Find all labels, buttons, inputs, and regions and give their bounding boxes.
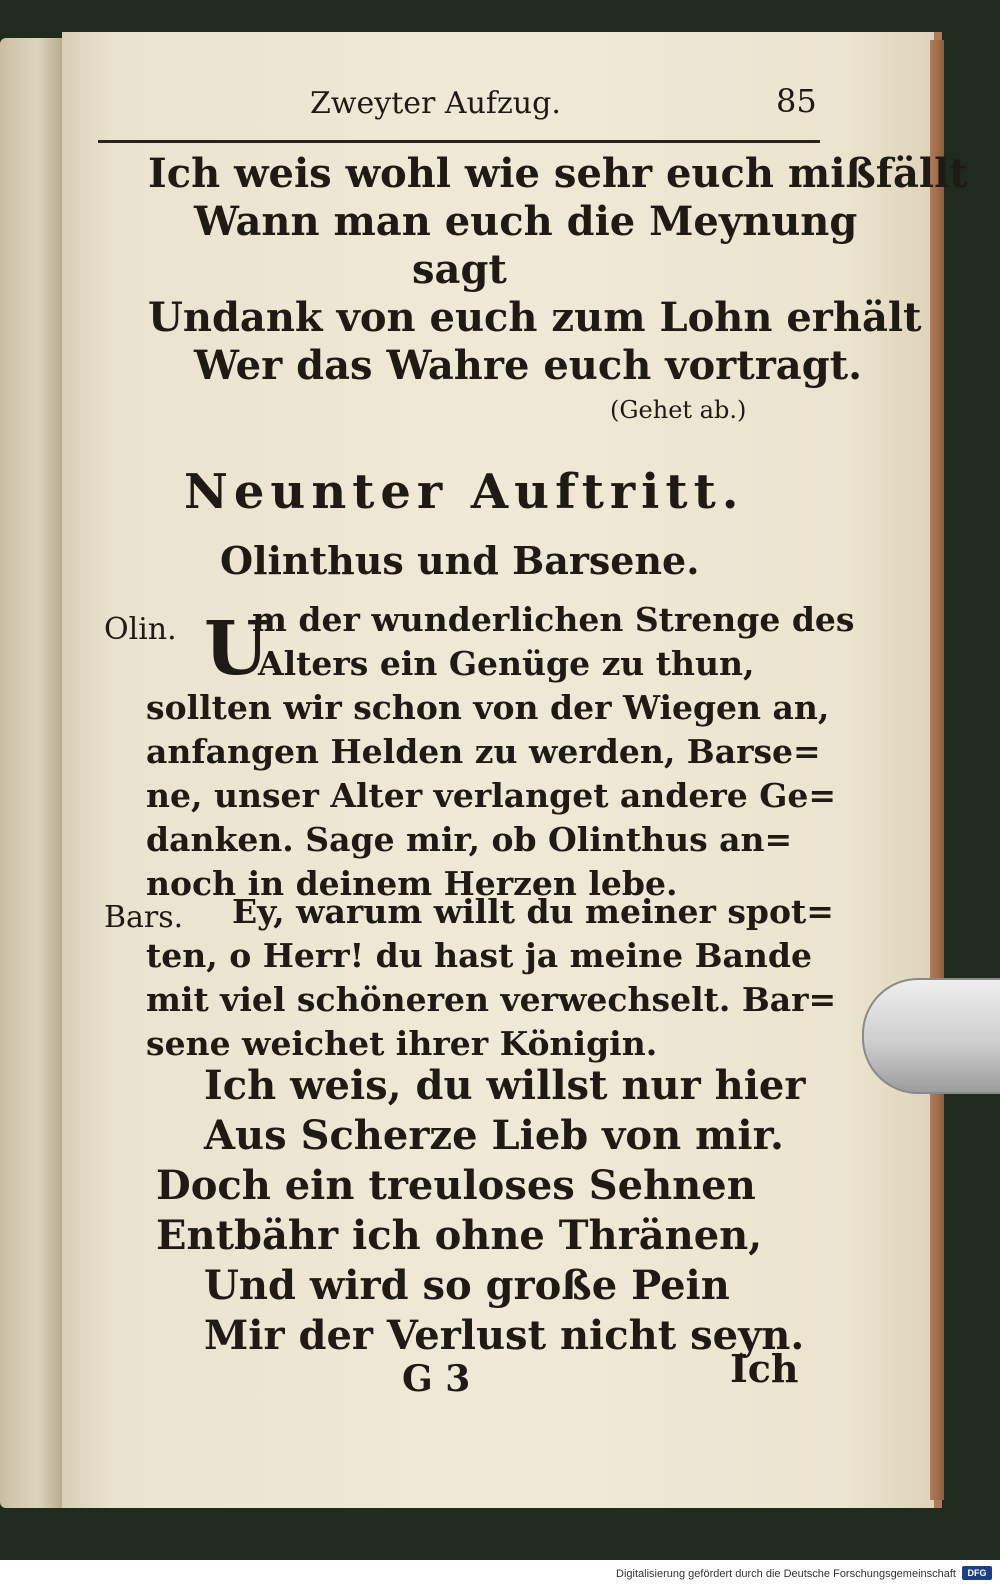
scene-heading: Neunter Auftritt. (184, 464, 745, 520)
prose-line: ne, unser Alter verlanget andere Ge= (146, 776, 837, 815)
footer-bar (0, 1560, 1000, 1588)
prose-line: sollten wir schon von der Wiegen an, (146, 688, 830, 727)
page-edge-binding (930, 40, 944, 1500)
prose-line: mit viel schöneren verwechselt. Bar= (146, 980, 837, 1019)
drop-cap: U (204, 606, 269, 692)
verse-line: Ich weis, du willst nur hier (204, 1062, 806, 1109)
prose-line: sene weichet ihrer Königin. (146, 1024, 658, 1063)
signature-mark: G 3 (402, 1358, 471, 1400)
verse-line: Ich weis wohl wie sehr euch mißfällt (148, 150, 968, 197)
speaker-olin: Olin. (104, 612, 177, 647)
prose-line: Alters ein Genüge zu thun, (258, 644, 755, 683)
prose-line: danken. Sage mir, ob Olinthus an= (146, 820, 793, 859)
verse-line: Entbähr ich ohne Thränen, (156, 1212, 763, 1259)
verse-line: Doch ein treuloses Sehnen (156, 1162, 756, 1209)
running-header: Zweyter Aufzug. (310, 86, 561, 121)
prose-line: anfangen Helden zu werden, Barse= (146, 732, 821, 771)
footer-credit: Digitalisierung gefördert durch die Deutsche Forschungsgemeinschaft (616, 1568, 956, 1580)
prose-line: m der wunderlichen Strenge des (252, 600, 855, 639)
verse-line: Mir der Verlust nicht seyn. (204, 1312, 805, 1359)
page-number: 85 (776, 82, 817, 120)
verse-line: Wer das Wahre euch vortragt. (194, 342, 863, 389)
verse-line: Aus Scherze Lieb von mir. (204, 1112, 784, 1159)
dfg-logo: DFG (962, 1566, 992, 1580)
verse-line: sagt (412, 246, 507, 293)
verse-line: Und wird so große Pein (204, 1262, 730, 1309)
prose-line: noch in deinem Herzen lebe. (146, 864, 678, 903)
catchword: Ich (730, 1346, 799, 1391)
prose-line: Ey, warum willt du meiner spot= (232, 892, 834, 931)
header-rule (98, 140, 820, 143)
page-clip (862, 978, 1000, 1094)
verse-line: Wann man euch die Meynung (194, 198, 858, 245)
speaker-bars: Bars. (104, 900, 184, 935)
verse-line: Undank von euch zum Lohn erhält (148, 294, 922, 341)
left-page-edge (0, 38, 62, 1508)
prose-line: ten, o Herr! du hast ja meine Bande (146, 936, 812, 975)
scene-characters: Olinthus und Barsene. (220, 538, 700, 583)
stage-direction: (Gehet ab.) (610, 396, 747, 424)
